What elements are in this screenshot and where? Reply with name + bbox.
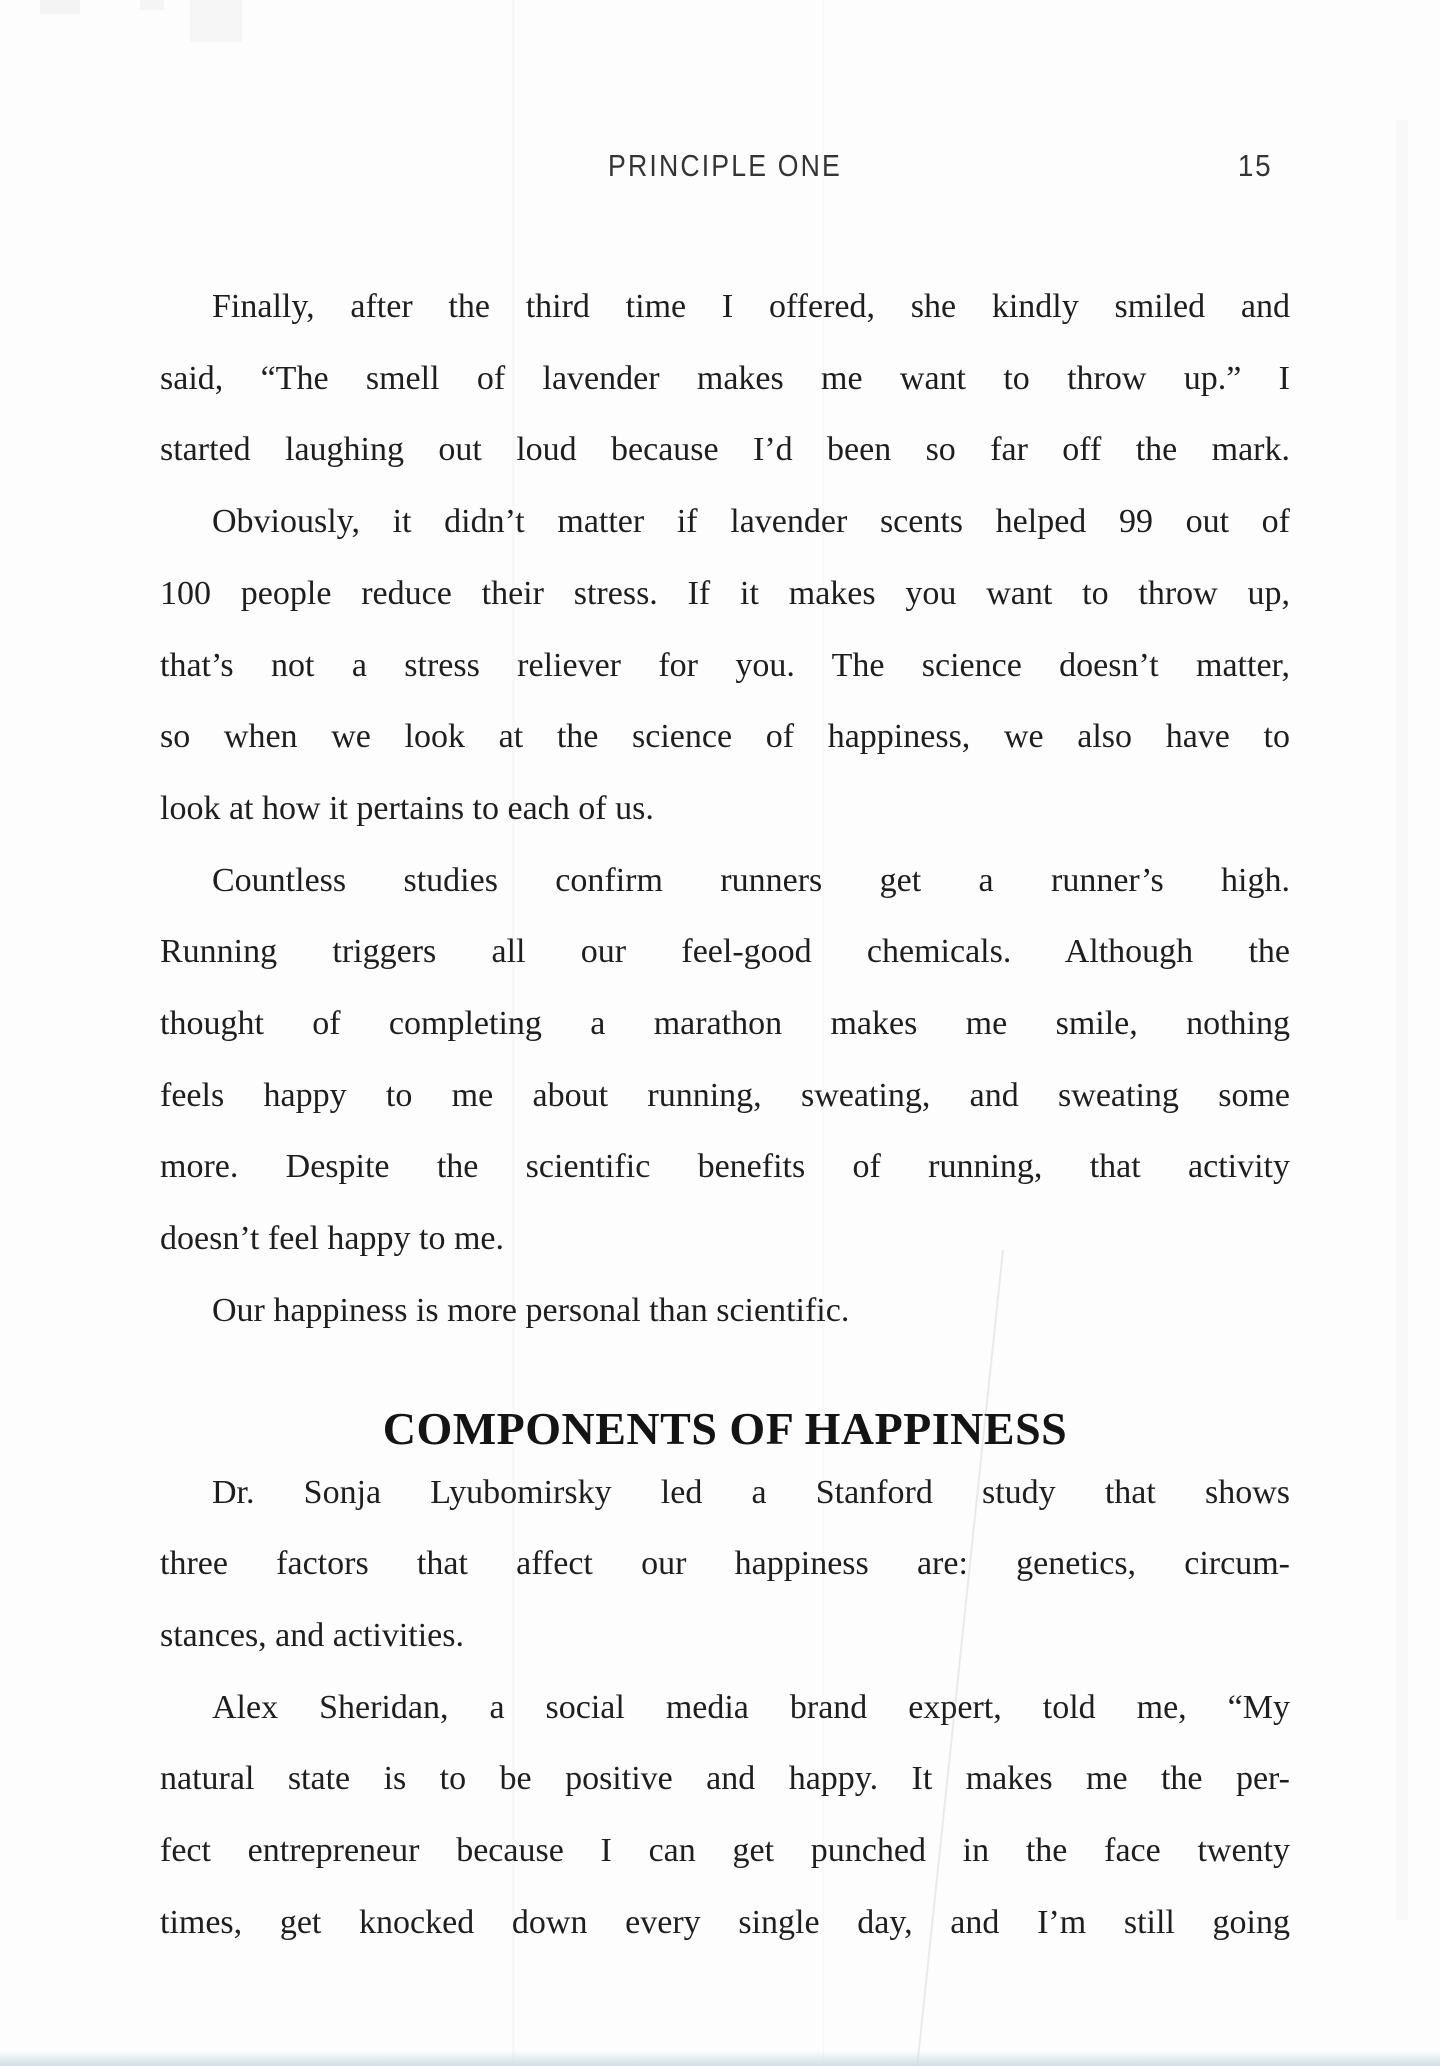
text-line: Finally, after the third time I offered, she kindly smiled and	[212, 288, 1290, 325]
text-line: thought of completing a marathon makes me smile, nothing	[160, 1005, 1290, 1043]
text-line: Alex Sheridan, a social media brand expert, told me, “My	[212, 1688, 1290, 1726]
scan-smudge	[190, 0, 242, 42]
text-line: more. Despite the scientific benefits of running, that activity	[160, 1148, 1290, 1186]
text-line: feels happy to me about running, sweating, and sweating some	[160, 1076, 1290, 1114]
text-line: Countless studies confirm runners get a runner’s high.	[212, 861, 1290, 899]
text-line: Dr. Sonja Lyubomirsky led a Stanford study that shows	[212, 1473, 1290, 1511]
text-line: three factors that affect our happiness are: genetics, circum-	[160, 1545, 1290, 1583]
text-line: look at how it pertains to each of us.	[160, 789, 654, 827]
text-line: that’s not a stress reliever for you. The science doesn’t matter,	[160, 646, 1290, 684]
text-line: times, get knocked down every single day, and I’m still going	[160, 1903, 1290, 1941]
text-line: so when we look at the science of happiness, we also have to	[160, 718, 1290, 756]
scan-smudge	[140, 0, 164, 10]
text-line: stances, and activities.	[160, 1616, 465, 1654]
page-number: 15	[1237, 148, 1272, 183]
text-line: started laughing out loud because I’d been so far off the mark.	[160, 431, 1290, 469]
text-line: Running triggers all our feel-good chemicals. Although the	[160, 933, 1290, 971]
text-line: Our happiness is more personal than scientific.	[212, 1291, 850, 1329]
text-line: Obviously, it didn’t matter if lavender scents helped 99 out of	[212, 503, 1290, 541]
text-line: fect entrepreneur because I can get punched in the face twenty	[160, 1832, 1290, 1870]
running-head: PRINCIPLE ONE	[608, 148, 842, 183]
text-line: 100 people reduce their stress. If it makes you want to throw up,	[160, 574, 1290, 612]
scan-edge-shadow	[1396, 120, 1408, 1920]
scan-bottom-edge-band	[0, 2051, 1440, 2066]
section-heading: COMPONENTS OF HAPPINESS	[382, 1402, 1068, 1454]
page-body-text	[160, 271, 1290, 1958]
text-line: natural state is to be positive and happy. It makes me the per-	[160, 1760, 1290, 1798]
text-line: said, “The smell of lavender makes me want to throw up.” I	[160, 359, 1290, 397]
scan-smudge	[40, 0, 80, 14]
text-line: doesn’t feel happy to me.	[160, 1220, 505, 1258]
